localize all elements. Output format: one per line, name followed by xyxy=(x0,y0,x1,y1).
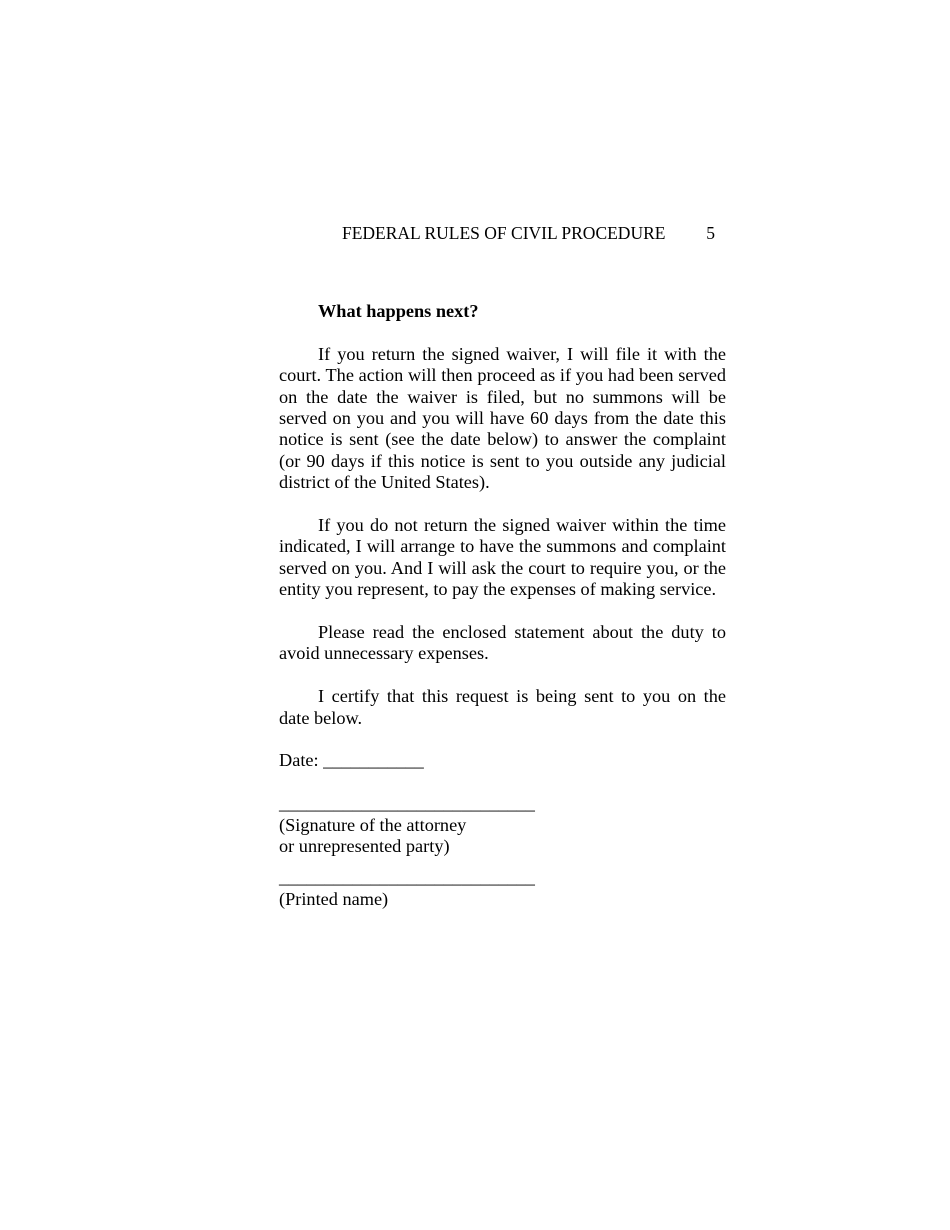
date-field: Date: ___________ xyxy=(279,750,424,771)
signature-block xyxy=(279,793,726,857)
paragraph-certification: I certify that this request is being sent to you on the date below. xyxy=(279,686,726,728)
signature-caption-line2: or unrepresented party) xyxy=(279,836,450,857)
page-number: 5 xyxy=(706,223,715,243)
paragraph-no-return: If you do not return the signed waiver within the time indicated, I will arrange to have the summons and complaint served on you. And I will ask the court to require you, or the entity you represent, to pay the expenses of making service. xyxy=(279,515,726,600)
printed-name-line: ____________________________ xyxy=(279,867,535,888)
printed-name-block xyxy=(279,867,726,910)
printed-name-caption: (Printed name) xyxy=(279,888,389,909)
signature-line: ____________________________ xyxy=(279,793,535,814)
header-title: FEDERAL RULES OF CIVIL PROCEDURE xyxy=(342,223,666,243)
signature-caption-line1: (Signature of the attorney xyxy=(279,814,467,835)
section-heading: What happens next? xyxy=(318,301,479,321)
paragraph-return-waiver: If you return the signed waiver, I will file it with the court. The action will then proceed as if you had been served on the date the waiver is filed, but no summons will be served on you and you will have 60 days from the date this notice is sent (see the date below) to answer the complaint (or 90 days if this notice is sent to you outside any judicial district of the United States). xyxy=(279,343,726,493)
document-body xyxy=(279,301,726,920)
paragraph-duty-statement: Please read the enclosed statement about the duty to avoid unnecessary expenses. xyxy=(279,622,726,664)
